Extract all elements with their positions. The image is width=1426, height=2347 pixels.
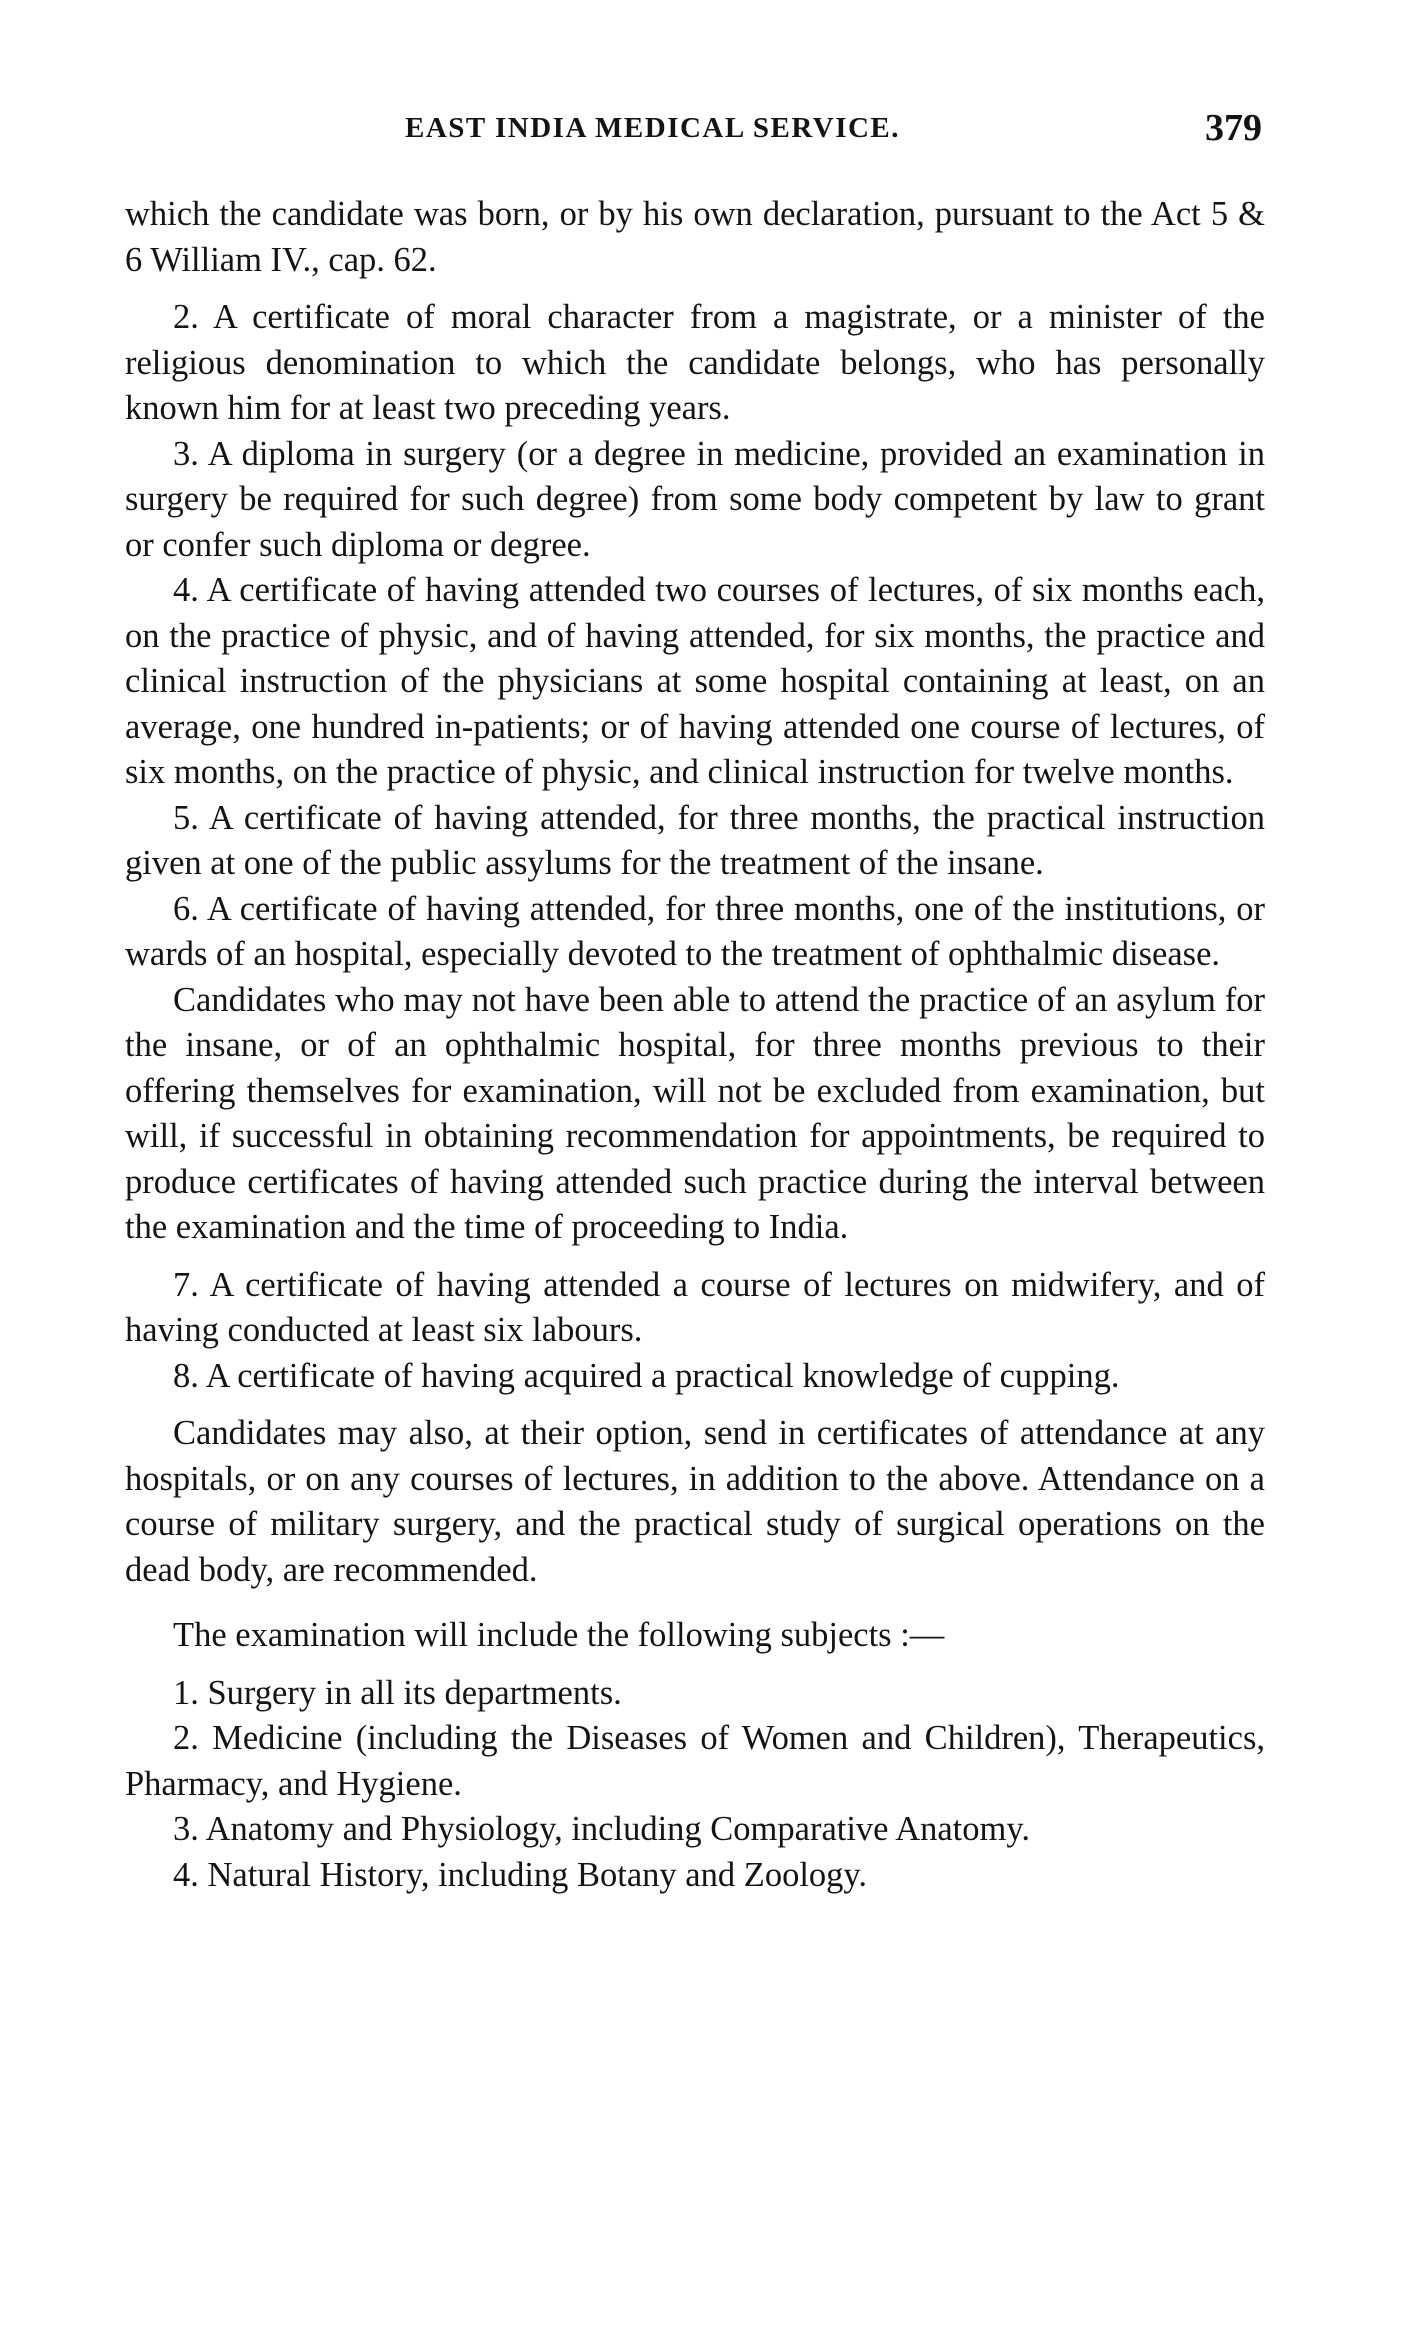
paragraph-item-6-ophthalmic: 6. A certificate of having attended, for three months, one of the institutions, or wards of an hospital, especially devoted to the treatment of ophthalmic disease. bbox=[125, 889, 1265, 973]
paragraph-item-8-cupping: 8. A certificate of having acquired a practical knowledge of cupping. bbox=[173, 1356, 1120, 1395]
paragraph-examination-intro: The examination will include the following subjects :— bbox=[173, 1616, 945, 1654]
subject-item-anatomy: 3. Anatomy and Physiology, including Comparative Anatomy. bbox=[173, 1810, 1030, 1848]
paragraph-item-7-midwifery: 7. A certificate of having attended a course of lectures on midwifery, and of having conducted at least six labours. bbox=[125, 1265, 1265, 1349]
paragraph-item-4-lectures: 4. A certificate of having attended two courses of lectures, of six months each, on the practice of physic, and of having attended, for six months, the practice and clinical instruction of the physicians at some hospital containing at least, on an average, one hundred in-patients; or of having attended one course of lectures, of six months, on the practice of physic, and clinical instruction for twelve months. bbox=[125, 571, 1265, 791]
paragraph-item-2-moral-character: 2. A certificate of moral character from a magistrate, or a minister of the religious denomination to which the candidate belongs, who has personally known him for at least two preceding years. bbox=[125, 298, 1265, 427]
paragraph-optional-certificates: Candidates may also, at their option, send in certificates of attendance at any hospitals, or on any courses of lectures, in addition to the above. Attendance on a course of military surgery, and the practical study of surgical operations on the dead body, are recommended. bbox=[125, 1414, 1265, 1589]
page-number: 379 bbox=[1205, 107, 1262, 149]
running-head bbox=[0, 107, 1426, 152]
paragraph-item-5-insane-asylum: 5. A certificate of having attended, for three months, the practical instruction given at one of the public assylums for the treatment of the insane. bbox=[125, 798, 1265, 882]
subject-item-medicine: 2. Medicine (including the Diseases of Women and Children), Therapeutics, Pharmacy, and Hygiene. bbox=[125, 1719, 1265, 1803]
body-text bbox=[125, 192, 1265, 1898]
subject-item-natural-history: 4. Natural History, including Botany and Zoology. bbox=[173, 1855, 868, 1894]
subject-item-surgery: 1. Surgery in all its departments. bbox=[173, 1673, 622, 1712]
paragraph-candidates-exclusion: Candidates who may not have been able to attend the practice of an asylum for the insane, or of an ophthalmic hospital, for three months previous to their offering themselves for examination, will not be excluded from examination, but will, if successful in obtaining recommendation for appointments, be required to produce certificates of having attended such practice during the interval between the examination and the time of proceeding to India. bbox=[125, 980, 1265, 1246]
running-title: EAST INDIA MEDICAL SERVICE. bbox=[405, 112, 901, 144]
paragraph-declaration: which the candidate was born, or by his own declaration, pursuant to the Act 5 & 6 William IV., cap. 62. bbox=[125, 195, 1265, 279]
paragraph-item-3-diploma: 3. A diploma in surgery (or a degree in medicine, provided an examination in surgery be required for such degree) from some body competent by law to grant or confer such diploma or degree. bbox=[125, 434, 1265, 564]
